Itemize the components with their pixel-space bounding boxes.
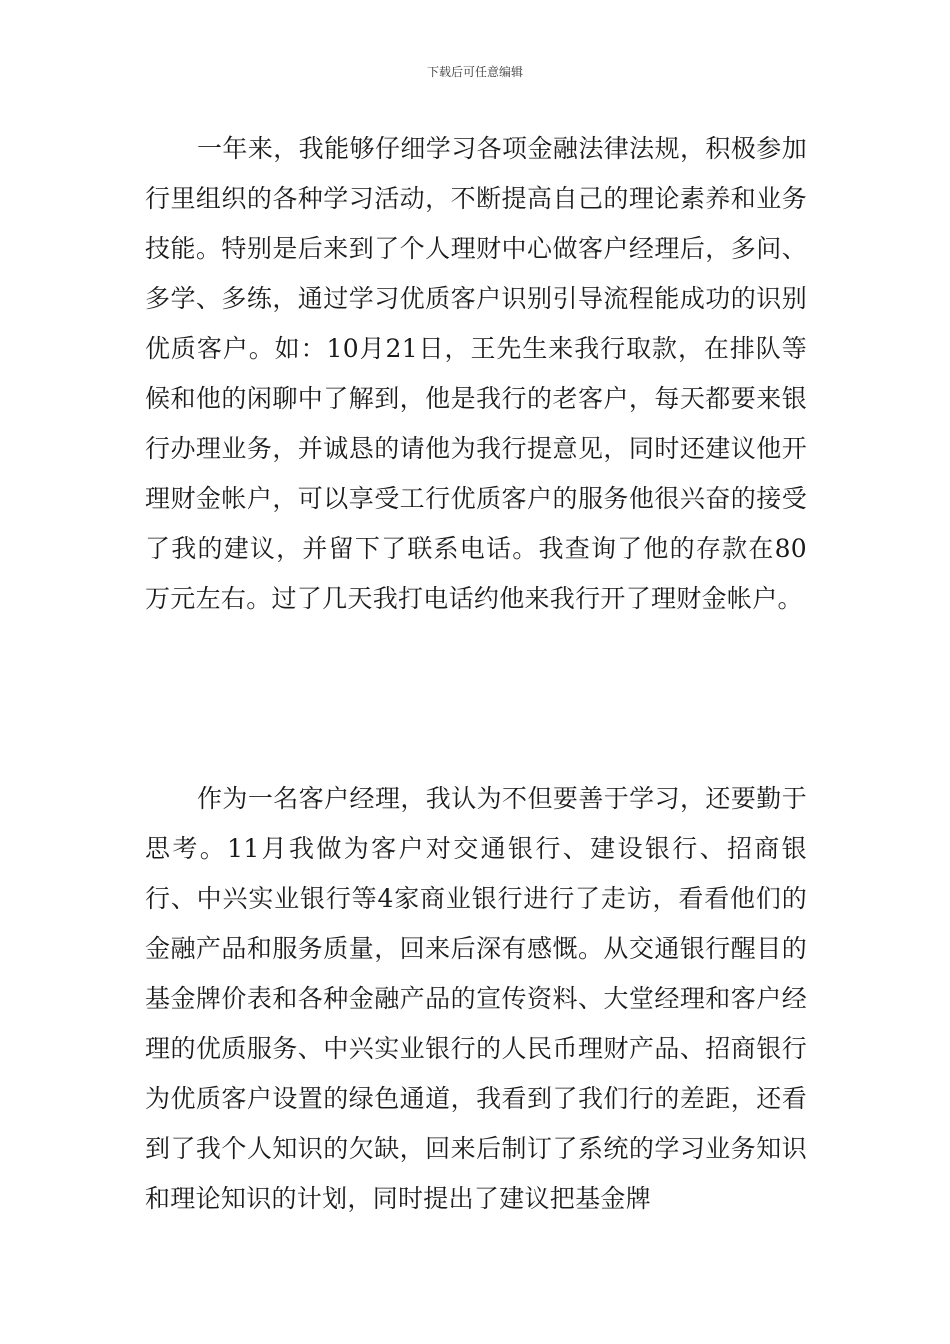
body-paragraph-1: 一年来，我能够仔细学习各项金融法律法规，积极参加行里组织的各种学习活动，不断提高自己的理论素养和业务技能。特别是后来到了个人理财中心做客户经理后，多问、多学、多练，通过学习优质客户识别引导流程能成功的识别优质客户。如：10月21日，王先生来我行取款，在排队等候和他的闲聊中了解到，他是我行的老客户，每天都要来银行办理业务，并诚恳的请他为我行提意见，同时还建议他开理财金帐户，可以享受工行优质客户的服务他很兴奋的接受了我的建议，并留下了联系电话。我查询了他的存款在80万元左右。过了几天我打电话约他来我行开了理财金帐户。: [145, 134, 807, 613]
page-header-note: 下载后可任意编辑: [426, 65, 523, 79]
body-paragraph-2: 作为一名客户经理，我认为不但要善于学习，还要勤于思考。11月我做为客户对交通银行、建设银行、招商银行、中兴实业银行等4家商业银行进行了走访，看看他们的金融产品和服务质量，回来后深有感慨。从交通银行醒目的基金牌价表和各种金融产品的宣传资料、大堂经理和客户经理的优质服务、中兴实业银行的人民币理财产品、招商银行为优质客户设置的绿色通道，我看到了我们行的差距，还看到了我个人知识的欠缺，回来后制订了系统的学习业务知识和理论知识的计划，同时提出了建议把基金牌: [145, 784, 807, 1213]
